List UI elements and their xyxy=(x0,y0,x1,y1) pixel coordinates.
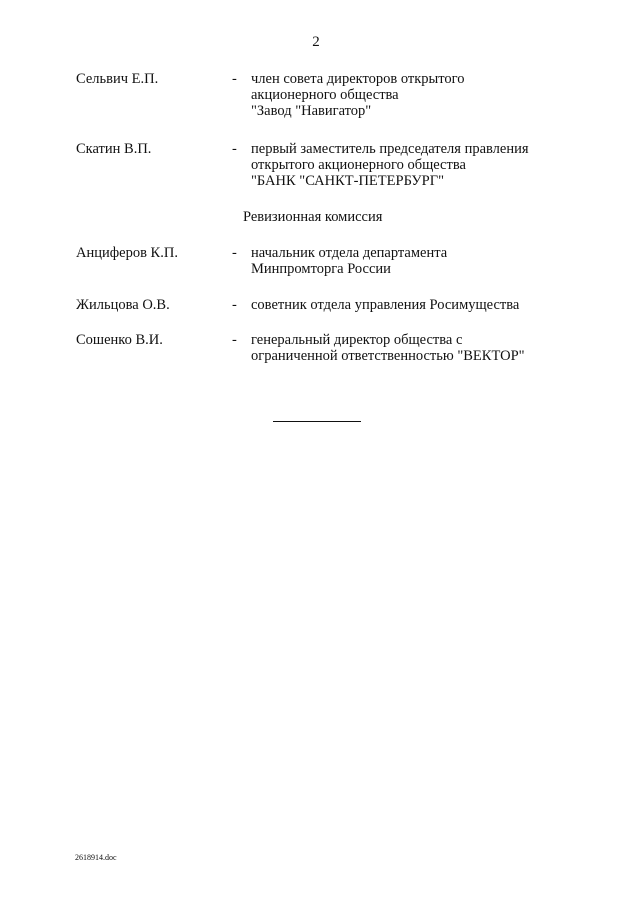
footer-filename: 2618914.doc xyxy=(75,853,117,862)
audit-member-dash: - xyxy=(232,332,237,348)
member-dash: - xyxy=(232,71,237,87)
member-role-line: "Завод "Навигатор" xyxy=(251,103,372,119)
member-name: Скатин В.П. xyxy=(76,141,152,157)
audit-member-name: Жильцова О.В. xyxy=(76,297,170,313)
member-role-line: член совета директоров открытого xyxy=(251,71,465,87)
audit-member-role-line: советник отдела управления Росимущества xyxy=(251,297,520,313)
audit-member-name: Сошенко В.И. xyxy=(76,332,163,348)
member-role-line: "БАНК "САНКТ-ПЕТЕРБУРГ" xyxy=(251,173,445,189)
audit-member-role xyxy=(251,332,581,364)
audit-member-role xyxy=(251,297,581,313)
audit-member-dash: - xyxy=(232,297,237,313)
audit-member-role-line: ограниченной ответственностью "ВЕКТОР" xyxy=(251,348,525,364)
member-role-line: открытого акционерного общества xyxy=(251,157,466,173)
audit-member-role-line: генеральный директор общества с xyxy=(251,332,463,348)
member-role xyxy=(251,141,581,189)
audit-member-role xyxy=(251,245,581,277)
member-role-line: первый заместитель председателя правления xyxy=(251,141,529,157)
audit-member-role-line: Минпромторга России xyxy=(251,261,391,277)
member-role-line: акционерного общества xyxy=(251,87,399,103)
audit-member-name: Анциферов К.П. xyxy=(76,245,178,261)
member-name: Сельвич Е.П. xyxy=(76,71,159,87)
closing-rule xyxy=(273,421,361,422)
member-role xyxy=(251,71,581,119)
audit-member-role-line: начальник отдела департамента xyxy=(251,245,448,261)
member-dash: - xyxy=(232,141,237,157)
audit-member-dash: - xyxy=(232,245,237,261)
section-heading: Ревизионная комиссия xyxy=(243,209,383,225)
page-number: 2 xyxy=(312,34,320,50)
